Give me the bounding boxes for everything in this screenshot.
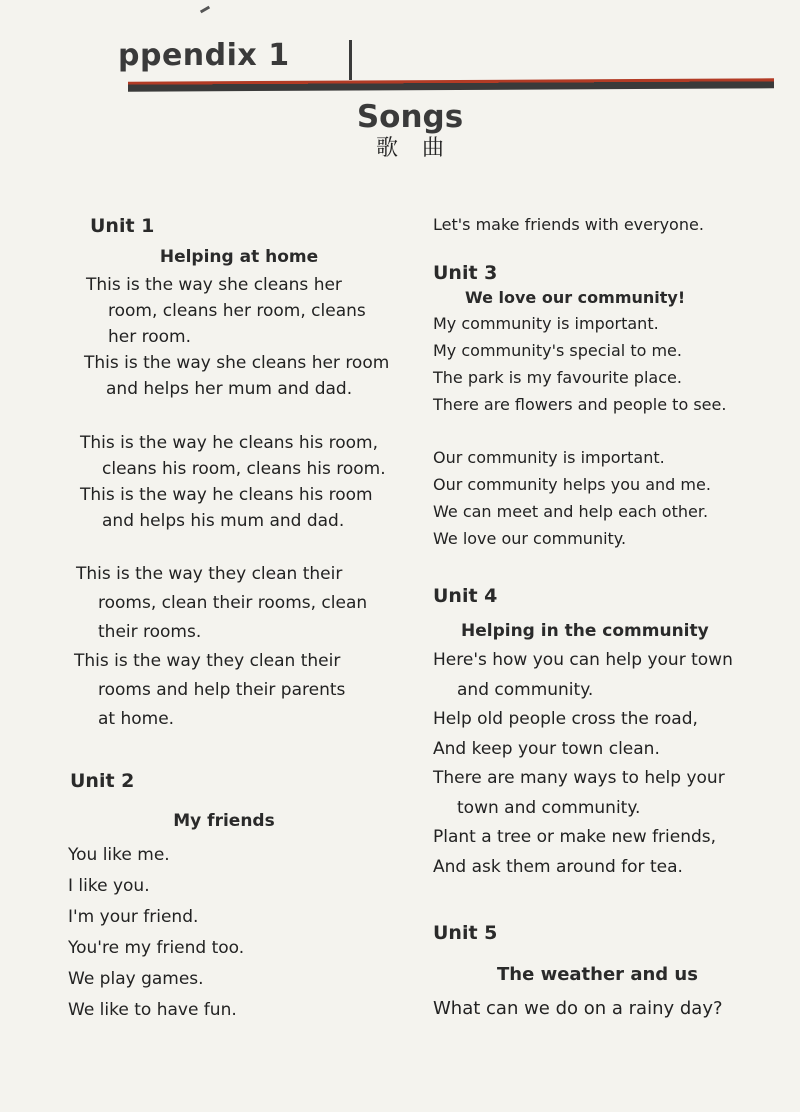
lyric-line: at home. bbox=[98, 709, 175, 729]
lyric-line: This is the way he cleans his room, bbox=[80, 433, 378, 453]
lyric-line: And keep your town clean. bbox=[433, 738, 660, 759]
unit-2-heading: Unit 2 bbox=[70, 770, 135, 792]
header-divider bbox=[349, 40, 352, 80]
lyric-line: Our community is important. bbox=[433, 448, 665, 467]
page-header bbox=[0, 0, 800, 100]
lyric-line: her room. bbox=[108, 327, 192, 347]
lyric-line: rooms, clean their rooms, clean bbox=[98, 593, 368, 613]
lyric-line: Plant a tree or make new friends, bbox=[433, 827, 717, 847]
lyric-line: This is the way they clean their bbox=[76, 564, 343, 584]
page-title-chinese: 歌曲 bbox=[375, 136, 468, 161]
lyric-line: I like you. bbox=[68, 876, 150, 896]
lyric-line: rooms and help their parents bbox=[98, 680, 346, 700]
page-title: Songs bbox=[356, 99, 464, 135]
lyric-line: This is the way they clean their bbox=[74, 651, 341, 671]
lyric-line: Help old people cross the road, bbox=[433, 709, 698, 729]
right-column bbox=[433, 210, 773, 1024]
lyric-line: We like to have fun. bbox=[68, 1000, 237, 1020]
header-bar bbox=[128, 78, 774, 91]
unit-3-lyrics bbox=[433, 310, 773, 552]
lyric-line: room, cleans her room, cleans bbox=[108, 301, 366, 321]
lyric-line: and community. bbox=[457, 679, 594, 700]
lyric-line: Our community helps you and me. bbox=[433, 475, 711, 494]
lyric-line: We can meet and help each other. bbox=[433, 502, 709, 521]
lyric-line: This is the way she cleans her bbox=[86, 275, 342, 295]
unit-1-heading: Unit 1 bbox=[90, 215, 155, 237]
unit-1-song-title: Helping at home bbox=[159, 247, 319, 267]
appendix-label: ppendix 1 bbox=[118, 38, 290, 73]
lyric-line: My community is important. bbox=[433, 314, 659, 333]
unit-4-heading: Unit 4 bbox=[433, 585, 498, 607]
unit-3-song-title: We love our community! bbox=[465, 288, 686, 307]
lyric-line: This is the way he cleans his room bbox=[80, 485, 373, 505]
unit-5-song-title: The weather and us bbox=[497, 964, 698, 985]
left-column bbox=[64, 210, 404, 1026]
unit-2-continued-line: Let's make friends with everyone. bbox=[433, 215, 704, 234]
unit-3-heading: Unit 3 bbox=[433, 262, 498, 284]
lyric-line: There are flowers and people to see. bbox=[433, 395, 727, 414]
unit-2-song-title: My friends bbox=[173, 811, 275, 831]
unit-1-lyrics-verse-3 bbox=[64, 560, 404, 734]
lyric-line: There are many ways to help your bbox=[433, 768, 725, 788]
lyric-line: You like me. bbox=[68, 845, 170, 865]
unit-5-lyrics bbox=[433, 994, 773, 1024]
title-block bbox=[300, 100, 520, 164]
lyric-line: And ask them around for tea. bbox=[433, 856, 683, 877]
lyric-line: We love our community. bbox=[433, 529, 627, 548]
lyric-line: I'm your friend. bbox=[68, 907, 199, 927]
lyric-line: their rooms. bbox=[98, 622, 202, 642]
pen-mark bbox=[200, 6, 210, 14]
lyric-line: You're my friend too. bbox=[68, 938, 245, 958]
lyric-line: town and community. bbox=[457, 797, 641, 818]
unit-1-lyrics bbox=[64, 272, 404, 534]
unit-4-lyrics bbox=[433, 646, 773, 882]
lyric-line: cleans his room, cleans his room. bbox=[102, 459, 386, 479]
unit-2-lyrics bbox=[64, 840, 404, 1026]
lyric-line: Here's how you can help your town bbox=[433, 650, 733, 670]
lyric-line: What can we do on a rainy day? bbox=[433, 998, 723, 1019]
lyric-line: This is the way she cleans her room bbox=[84, 353, 390, 373]
lyric-line: The park is my favourite place. bbox=[433, 368, 682, 387]
lyric-line: and helps his mum and dad. bbox=[102, 511, 345, 531]
unit-5-heading: Unit 5 bbox=[433, 922, 498, 944]
lyric-line: We play games. bbox=[68, 969, 204, 989]
lyric-line: My community's special to me. bbox=[433, 341, 682, 360]
lyric-line: and helps her mum and dad. bbox=[106, 379, 353, 399]
unit-4-song-title: Helping in the community bbox=[461, 621, 709, 641]
